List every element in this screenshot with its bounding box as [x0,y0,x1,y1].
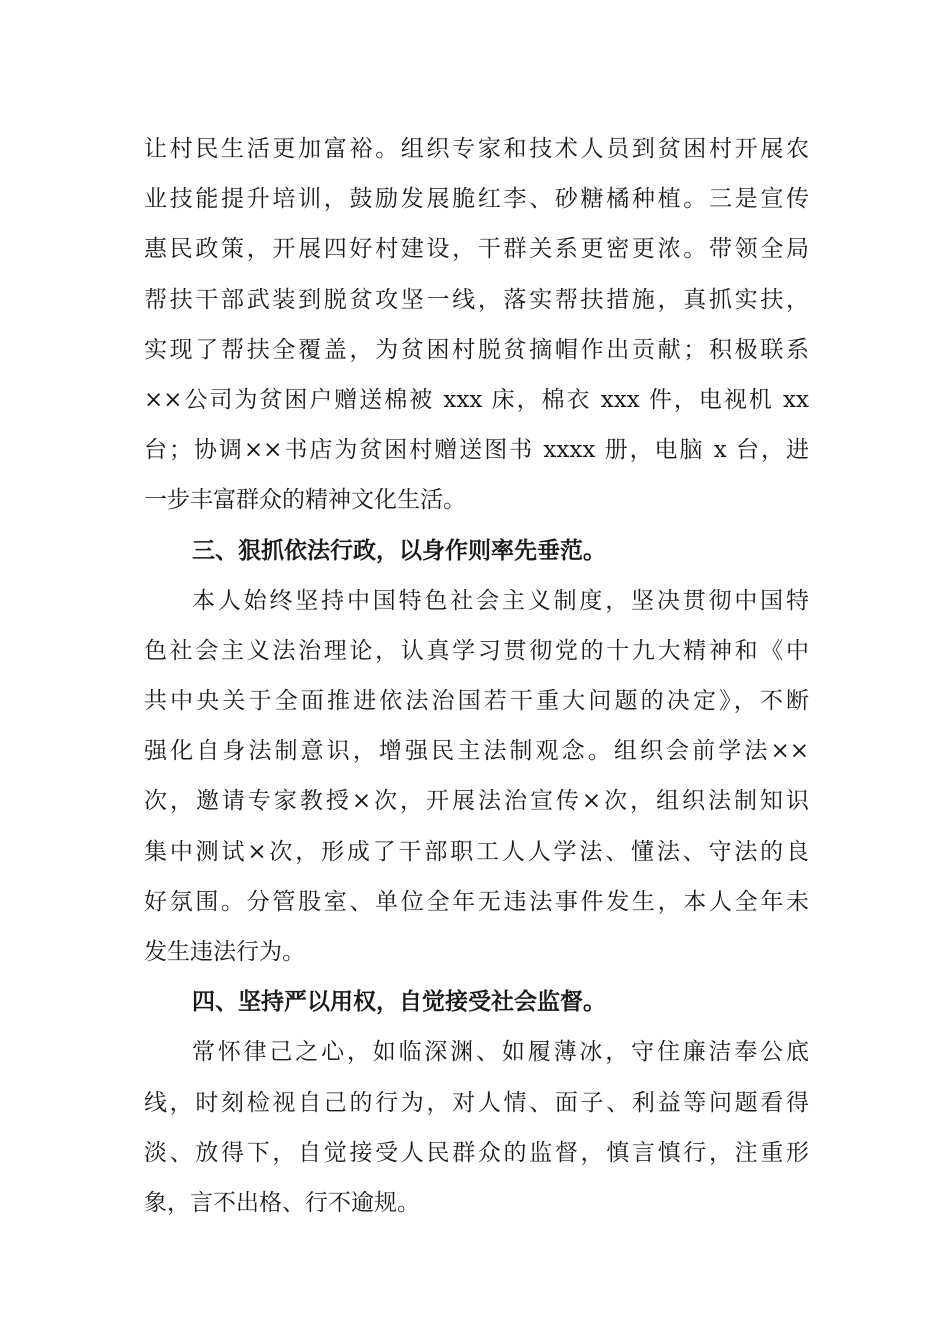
section-heading-3: 三、狠抓依法行政，以身作则率先垂范。 [192,537,606,564]
text-line: 实现了帮扶全覆盖，为贫困村脱贫摘帽作出贡献；积极联系 [144,336,809,363]
document-page [144,124,809,1228]
text-line: 帮扶干部武装到脱贫攻坚一线，落实帮扶措施，真抓实扶， [144,286,809,313]
text-line: 常怀律己之心，如临深渊、如履薄冰，守住廉洁奉公底 [192,1039,809,1066]
text-line: 本人始终坚持中国特色社会主义制度，坚决贯彻中国特 [192,587,809,614]
text-line: 线，时刻检视自己的行为，对人情、面子、利益等问题看得 [144,1089,809,1116]
text-line: 集中测试×次，形成了干部职工人人学法、懂法、守法的良 [144,838,809,865]
text-line: 一步丰富群众的精神文化生活。 [144,487,466,514]
section-heading-4: 四、坚持严以用权，自觉接受社会监督。 [192,989,606,1016]
text-line: 强化自身法制意识，增强民主法制观念。组织会前学法×× [144,738,809,765]
text-line: 次，邀请专家教授×次，开展法治宣传×次，组织法制知识 [144,788,809,815]
text-line: 象，言不出格、行不逾规。 [144,1189,420,1216]
paragraph-rule-of-law [144,576,809,978]
text-line: 色社会主义法治理论，认真学习贯彻党的十九大精神和《中 [144,637,809,664]
text-line: 惠民政策，开展四好村建设，干群关系更密更浓。带领全局 [144,236,809,263]
text-line: 共中央关于全面推进依法治国若干重大问题的决定》，不断 [144,688,809,715]
text-line: 台；协调××书店为贫困村赠送图书 xxxx 册，电脑 x 台，进 [144,437,809,464]
paragraph-poverty-relief [144,124,809,526]
text-line: 让村民生活更加富裕。组织专家和技术人员到贫困村开展农 [144,136,809,162]
text-line: 淡、放得下，自觉接受人民群众的监督，慎言慎行，注重形 [144,1139,809,1166]
text-line: 好氛围。分管股室、单位全年无违法事件发生，本人全年未 [144,888,809,915]
text-line: 发生违法行为。 [144,939,305,965]
text-line: ××公司为贫困户赠送棉被 xxx 床，棉衣 xxx 件，电视机 xx [144,386,809,413]
text-line: 业技能提升培训，鼓励发展脆红李、砂糖橘种植。三是宣传 [144,186,809,213]
paragraph-supervision [144,1027,809,1228]
